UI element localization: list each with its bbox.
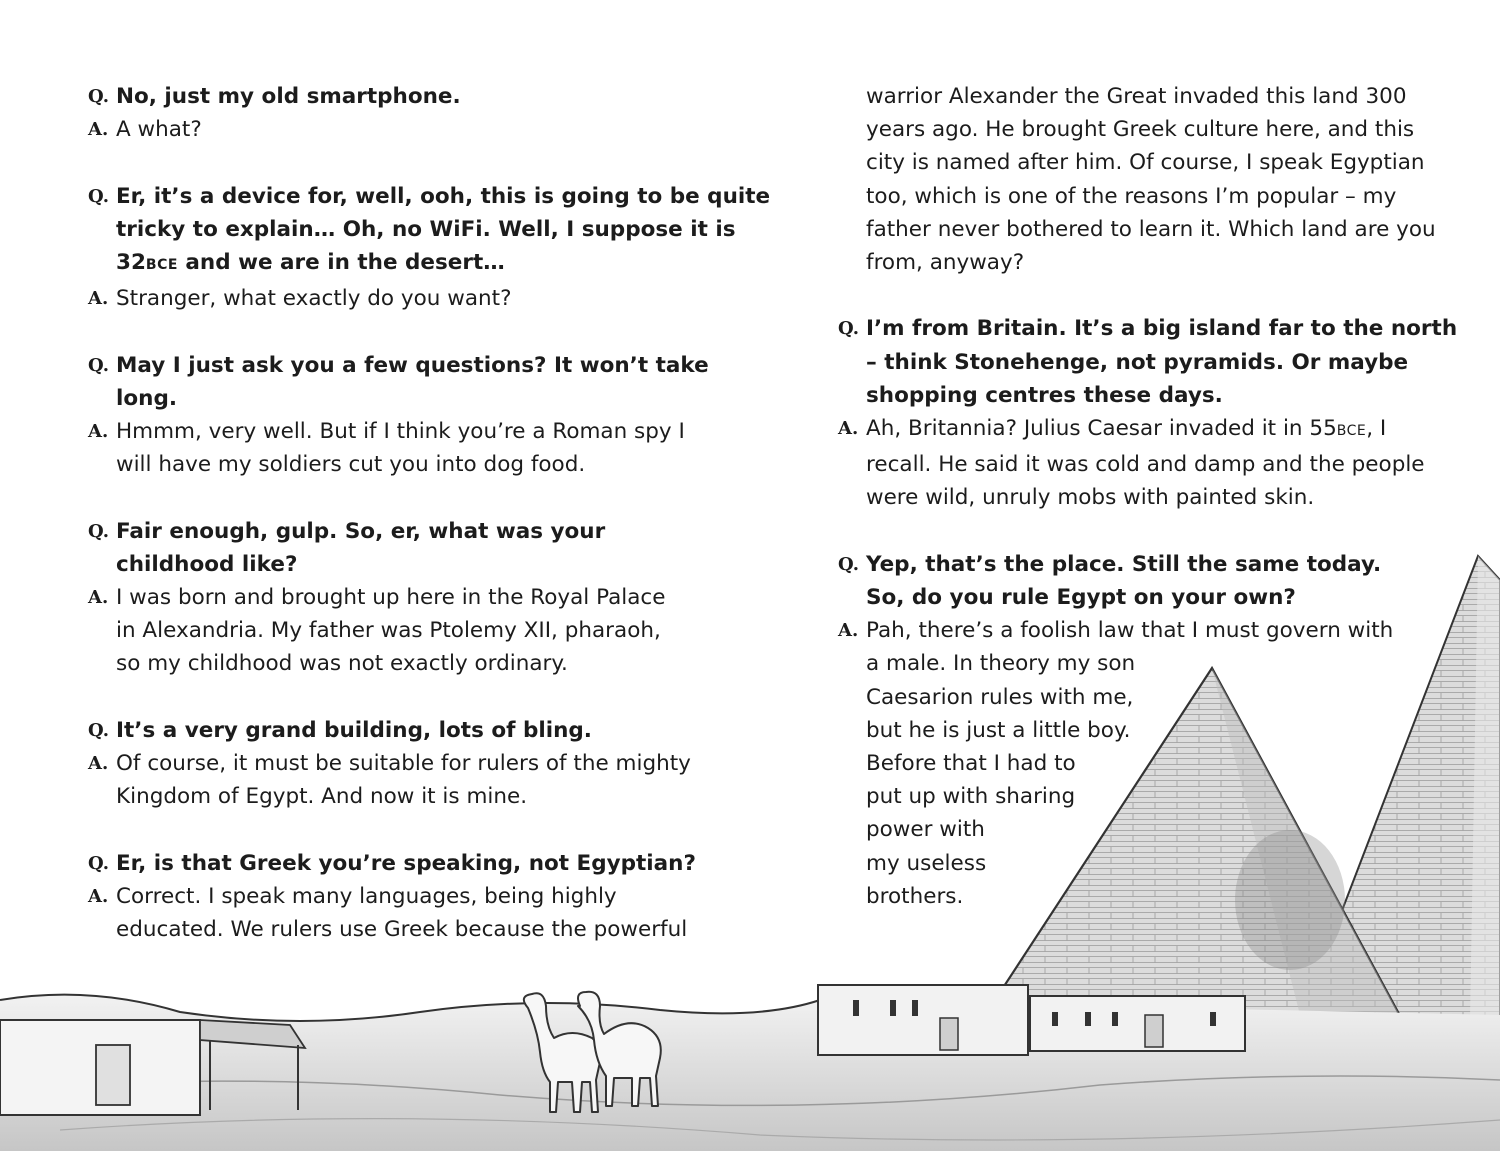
- text-run: I’m from Britain. It’s a big island far to the north: [866, 316, 1458, 342]
- text-run: So, do you rule Egypt on your own?: [866, 585, 1296, 611]
- text-run: Correct. I speak many languages, being highly: [116, 883, 617, 909]
- answer-line: [88, 415, 685, 448]
- question-block: [88, 349, 709, 415]
- text-run: No, just my old smartphone.: [116, 84, 461, 109]
- answer-block: [88, 113, 678, 146]
- question-marker: Q.: [88, 852, 110, 874]
- answer-marker: A.: [88, 421, 109, 442]
- answer-line: [838, 714, 1428, 747]
- answer-line: [838, 747, 1428, 780]
- answer-line: [88, 747, 691, 780]
- text-run: from, anyway?: [866, 250, 1025, 276]
- question-line: [838, 346, 1428, 379]
- answer-line: [838, 113, 1428, 146]
- question-line: [838, 379, 1428, 412]
- answer-block: [838, 614, 1428, 913]
- answer-block: [838, 412, 1428, 515]
- question-block: [838, 548, 1428, 614]
- text-run: It’s a very grand building, lots of bling.: [116, 717, 592, 743]
- text-run: city is named after him. Of course, I speak Egyptian: [866, 150, 1425, 176]
- question-marker: Q.: [88, 86, 110, 107]
- text-run: put up with sharing: [866, 784, 1076, 810]
- question-line: [88, 515, 678, 548]
- text-run: Before that I had to: [866, 751, 1076, 777]
- answer-line: [88, 448, 678, 481]
- answer-line: [838, 780, 1428, 813]
- question-line: [88, 246, 678, 282]
- question-block: [88, 80, 678, 113]
- dunes: [0, 995, 1500, 1151]
- left-column: [88, 80, 771, 946]
- text-run: brothers.: [866, 883, 964, 909]
- answer-line: [838, 847, 1428, 880]
- question-marker: Q.: [88, 719, 110, 741]
- answer-line: [838, 146, 1428, 179]
- question-line: [838, 312, 1458, 345]
- question-block: [88, 180, 771, 283]
- text-run: father never bothered to learn it. Which land are you: [866, 216, 1436, 242]
- answer-line: [838, 681, 1428, 714]
- question-block: [88, 847, 696, 880]
- text-run: , I: [1366, 416, 1387, 442]
- mud-brick-houses: [818, 985, 1245, 1055]
- answer-line: [88, 913, 688, 946]
- question-marker: Q.: [838, 318, 860, 340]
- text-run: Stranger, what exactly do you want?: [116, 286, 512, 312]
- question-line: [838, 548, 1428, 581]
- text-run: in Alexandria. My father was Ptolemy XII, pharaoh,: [116, 618, 661, 644]
- answer-line: [838, 813, 1428, 846]
- text-run: but he is just a little boy.: [866, 717, 1131, 743]
- text-run: Ah, Britannia? Julius Caesar invaded it in 55: [866, 416, 1337, 442]
- answer-block: [88, 282, 678, 315]
- text-run: Er, it’s a device for, well, ooh, this is going to be quite: [116, 183, 771, 209]
- answer-line: [88, 113, 678, 146]
- right-column: [838, 80, 1458, 913]
- paragraph-gap: [88, 681, 678, 714]
- question-marker: Q.: [88, 520, 110, 542]
- text-run: Fair enough, gulp. So, er, what was your: [116, 518, 606, 544]
- text-run: a male. In theory my son: [866, 651, 1136, 677]
- question-line: [88, 847, 696, 880]
- question-line: [838, 581, 1428, 614]
- question-marker: Q.: [88, 185, 110, 207]
- answer-line: [838, 880, 1428, 913]
- answer-block: [88, 581, 678, 681]
- text-run: – think Stonehenge, not pyramids. Or maybe: [866, 349, 1409, 375]
- question-line: [88, 180, 771, 213]
- text-run: Pah, there’s a foolish law that I must govern with: [866, 618, 1394, 644]
- answer-marker: A.: [88, 119, 109, 141]
- text-run: A what?: [116, 117, 202, 143]
- answer-line: [838, 246, 1428, 279]
- answer-line: [88, 647, 678, 680]
- text-run: long.: [116, 385, 178, 411]
- answer-line: [838, 481, 1428, 514]
- question-block: [838, 312, 1458, 412]
- text-run: too, which is one of the reasons I’m popular – my: [866, 183, 1397, 209]
- question-marker: Q.: [838, 553, 860, 575]
- text-run: shopping centres these days.: [866, 382, 1223, 408]
- answer-marker: A.: [88, 288, 109, 310]
- answer-line: [838, 614, 1428, 647]
- question-line: [88, 349, 709, 382]
- paragraph-gap: [88, 315, 678, 348]
- text-run: so my childhood was not exactly ordinary.: [116, 651, 568, 677]
- text-run: I was born and brought up here in the Royal Palace: [116, 585, 666, 610]
- text-run: educated. We rulers use Greek because the powerful: [116, 917, 688, 942]
- answer-line: [88, 780, 678, 813]
- answer-marker: A.: [838, 620, 859, 642]
- paragraph-gap: [838, 515, 1428, 548]
- era-abbreviation: BCE: [1336, 423, 1367, 440]
- answer-line: [838, 80, 1428, 113]
- text-run: tricky to explain… Oh, no WiFi. Well, I suppose it is: [116, 216, 736, 242]
- paragraph-gap: [88, 481, 678, 514]
- answer-marker: A.: [838, 418, 859, 440]
- text-run: May I just ask you a few questions? It won’t take: [116, 352, 709, 378]
- question-block: [88, 515, 678, 581]
- era-abbreviation: BCE: [145, 257, 178, 273]
- question-line: [88, 548, 678, 581]
- text-run: 32: [116, 250, 146, 275]
- answer-block: [88, 747, 691, 813]
- answer-line: [838, 647, 1428, 680]
- answer-marker: A.: [88, 753, 109, 774]
- question-marker: Q.: [88, 354, 110, 376]
- question-line: [88, 213, 736, 246]
- answer-continuation: [838, 80, 1436, 279]
- answer-line: [88, 614, 678, 647]
- answer-line: [838, 412, 1428, 448]
- text-run: power with: [866, 817, 985, 843]
- answer-line: [838, 213, 1436, 246]
- text-run: Yep, that’s the place. Still the same today.: [866, 551, 1382, 577]
- text-run: years ago. He brought Greek culture here, and this: [866, 117, 1415, 143]
- text-run: childhood like?: [116, 551, 298, 577]
- question-line: [88, 80, 678, 113]
- question-line: [88, 382, 678, 415]
- text-run: my useless: [866, 850, 987, 876]
- answer-block: [88, 880, 688, 946]
- text-run: Of course, it must be suitable for rulers of the mighty: [116, 751, 691, 776]
- answer-marker: A.: [88, 587, 109, 608]
- answer-line: [838, 448, 1428, 481]
- answer-line: [88, 282, 678, 315]
- text-run: recall. He said it was cold and damp and the people: [866, 452, 1425, 478]
- paragraph-gap: [88, 813, 678, 846]
- text-run: Er, is that Greek you’re speaking, not Egyptian?: [116, 850, 696, 876]
- answer-line: [838, 180, 1428, 213]
- text-run: and we are in the desert…: [177, 250, 505, 275]
- paragraph-gap: [838, 279, 1428, 312]
- answer-line: [88, 581, 678, 614]
- answer-marker: A.: [88, 885, 109, 907]
- paragraph-gap: [88, 146, 678, 179]
- question-line: [88, 714, 678, 747]
- text-run: Caesarion rules with me,: [866, 684, 1134, 710]
- text-run: will have my soldiers cut you into dog food.: [116, 452, 586, 478]
- answer-block: [88, 415, 685, 481]
- question-block: [88, 714, 678, 747]
- answer-line: [88, 880, 678, 913]
- text-run: Kingdom of Egypt. And now it is mine.: [116, 784, 528, 810]
- text-run: warrior Alexander the Great invaded this land 300: [866, 84, 1407, 109]
- text-run: were wild, unruly mobs with painted skin.: [866, 485, 1315, 511]
- text-run: Hmmm, very well. But if I think you’re a Roman spy I: [116, 419, 685, 444]
